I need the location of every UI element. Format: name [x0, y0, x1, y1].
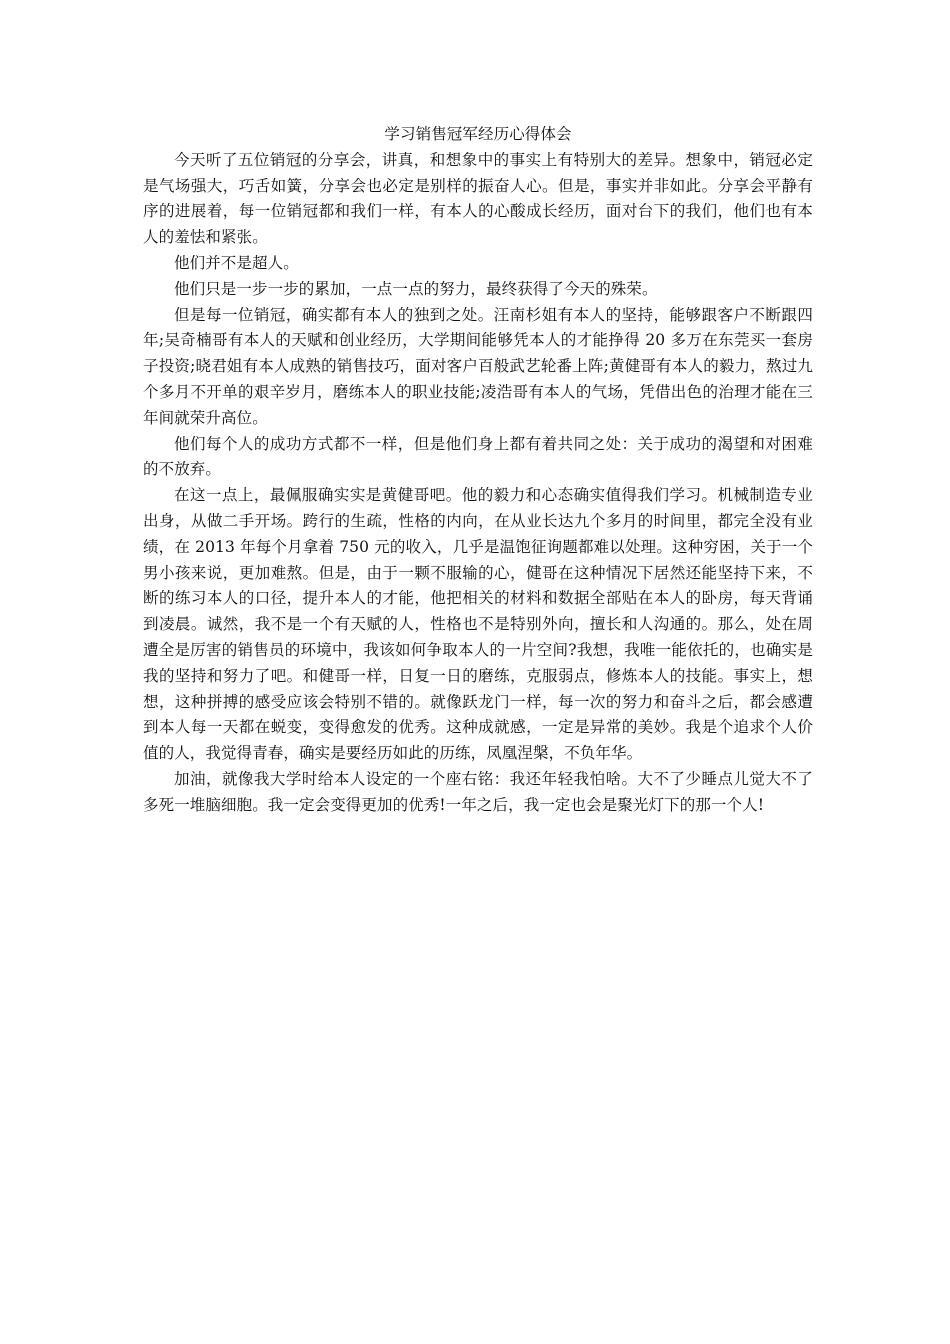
paragraph-conclusion: 加油，就像我大学时给本人设定的一个座右铭：我还年轻我怕啥。大不了少睡点儿觉大不了多死一堆脑细胞。我一定会变得更加的优秀!一年之后，我一定也会是聚光灯下的那一个人!: [143, 769, 813, 814]
paragraph-common-points: 他们每个人的成功方式都不一样，但是他们身上都有着共同之处：关于成功的渴望和对困难的不放弃。: [143, 434, 813, 479]
paragraph-intro: 今天听了五位销冠的分享会，讲真，和想象中的事实上有特别大的差异。想象中，销冠必定是气场强大，巧舌如簧，分享会也必定是别样的振奋人心。但是，事实并非如此。分享会平静有序的进展着，每一位销冠都和我们一样，有本人的心酸成长经历，面对台下的我们，他们也有本人的羞怯和紧张。: [143, 150, 813, 247]
document-body: [143, 122, 813, 819]
paragraph-step-by-step: 他们只是一步一步的累加，一点一点的努力，最终获得了今天的殊荣。: [174, 279, 658, 298]
paragraph-not-superhuman: 他们并不是超人。: [174, 253, 299, 272]
paragraph-unique-strengths: 但是每一位销冠，确实都有本人的独到之处。汪南杉姐有本人的坚持，能够跟客户不断跟四年;吴奇楠哥有本人的天赋和创业经历，大学期间能够凭本人的才能挣得 20 多万在东莞买一套房子投资;晓君姐有本人成熟的销售技巧，面对客户百般武艺轮番上阵;黄健哥有本人的毅力，熬过九个多月不开单的艰辛岁月，磨练本人的职业技能;凌浩哥有本人的气场，凭借出色的治理才能在三年间就荣升高位。: [143, 305, 813, 427]
paragraph-huang-jian-story: 在这一点上，最佩服确实实是黄健哥吧。他的毅力和心态确实值得我们学习。机械制造专业出身，从做二手开场。跨行的生疏，性格的内向，在从业长达九个多月的时间里，都完全没有业绩，在 2013 年每个月拿着 750 元的收入，几乎是温饱征询题都难以处理。这种穷困，关于一个男小孩来说，更加难熬。但是，由于一颗不服输的心，健哥在这种情况下居然还能坚持下来，不断的练习本人的口径，提升本人的才能，他把相关的材料和数据全部贴在本人的卧房，每天背诵到凌晨。诚然，我不是一个有天赋的人，性格也不是特别外向，擅长和人沟通的。那么，处在周遭全是厉害的销售员的环境中，我该如何争取本人的一片空间?我想，我唯一能依托的，也确实是我的坚持和努力了吧。和健哥一样，日复一日的磨练，克服弱点，修炼本人的技能。事实上，想想，这种拼搏的感受应该会特别不错的。就像跃龙门一样，每一次的努力和奋斗之后，都会感遭到本人每一天都在蜕变，变得愈发的优秀。这种成就感，一定是异常的美妙。我是个追求个人价值的人，我觉得青春，确实是要经历如此的历练，凤凰涅槃，不负年华。: [143, 486, 813, 763]
document-title: 学习销售冠军经历心得体会: [384, 125, 572, 143]
